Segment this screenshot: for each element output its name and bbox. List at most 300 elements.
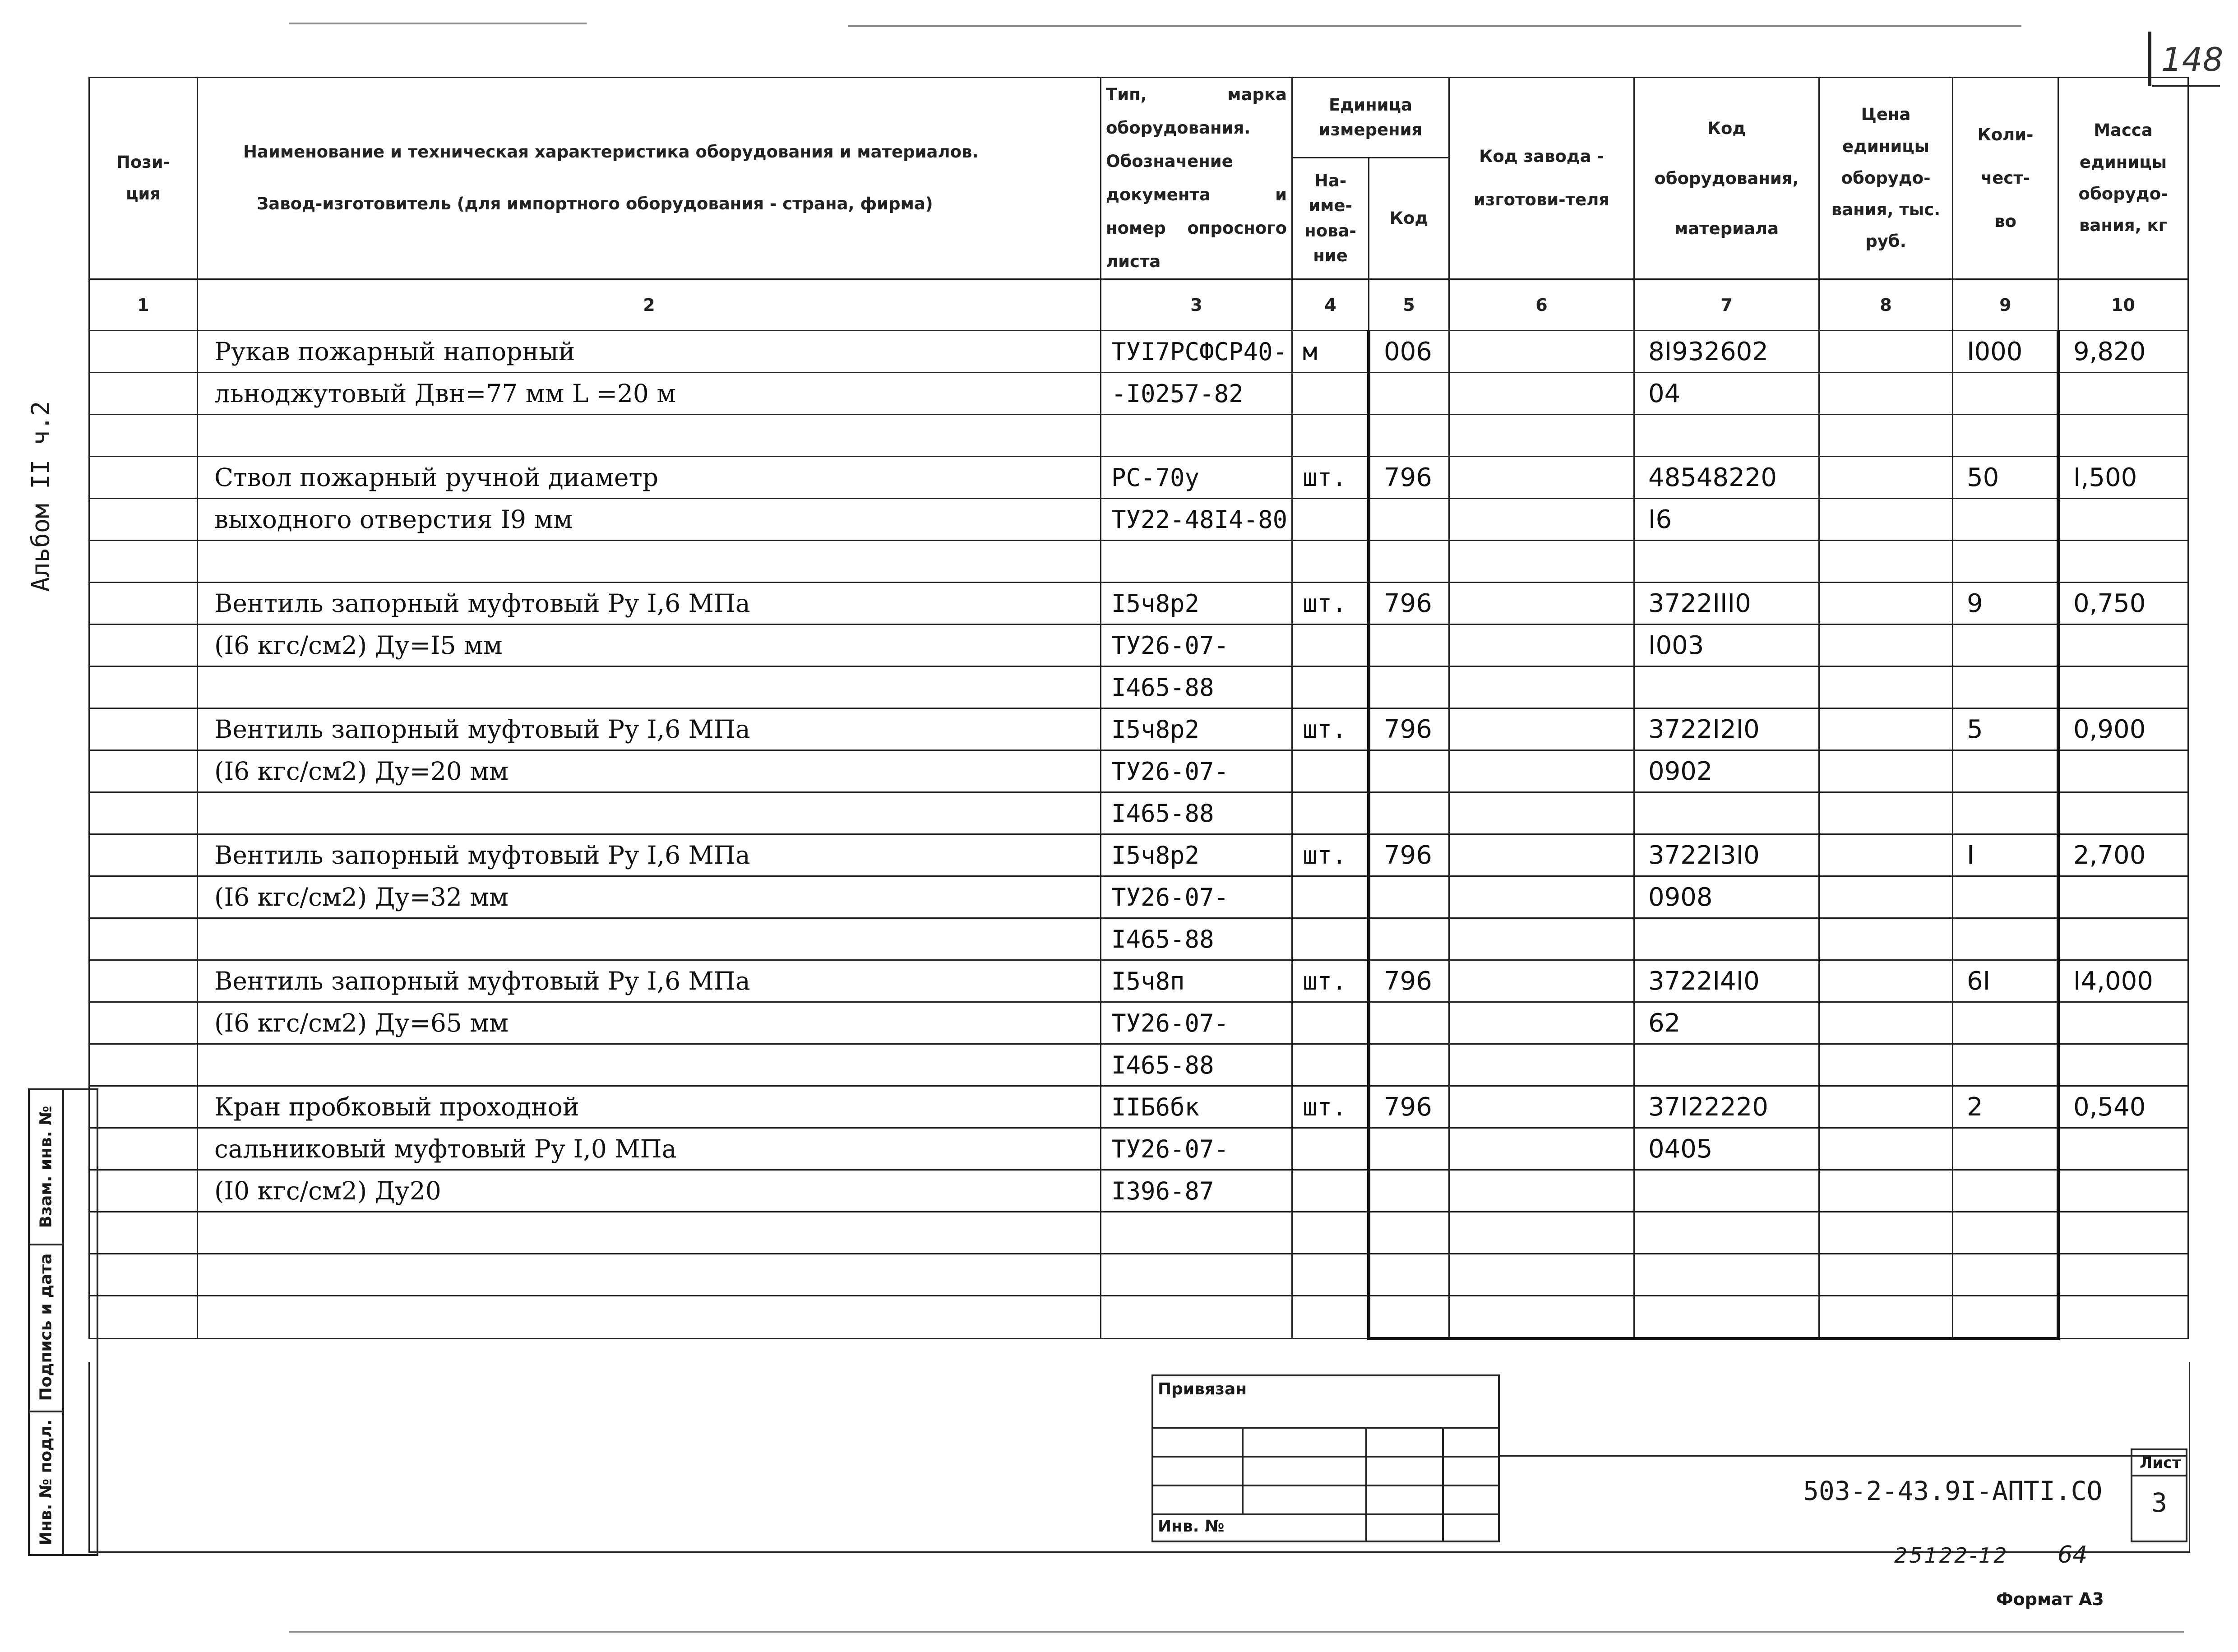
cell-unit [1292, 499, 1369, 541]
table-row [89, 918, 2188, 960]
binding-label: Привязан [1158, 1380, 1247, 1398]
cell-unit-code: 796 [1369, 960, 1449, 1002]
cell-type: I396-87 [1101, 1170, 1292, 1212]
cell-mass [2058, 750, 2188, 792]
cell-factory [1449, 876, 1634, 918]
cell-mass [2058, 541, 2188, 583]
order-page: 64 [2058, 1541, 2088, 1569]
cell-price [1819, 1086, 1953, 1128]
cell-type [1101, 1254, 1292, 1296]
cell-unit-code [1369, 373, 1449, 415]
table-row [89, 750, 2188, 792]
cell-unit [1292, 1002, 1369, 1044]
bottom-frame [88, 1362, 2190, 1553]
cell-unit [1292, 1254, 1369, 1296]
album-label: Альбом II ч.2 [26, 401, 55, 592]
cell-unit [1292, 415, 1369, 457]
cell-factory [1449, 499, 1634, 541]
cell-pos [89, 331, 198, 373]
cell-factory [1449, 834, 1634, 876]
cell-type: РС-70у [1101, 457, 1292, 499]
cell-qty [1953, 876, 2058, 918]
cell-unit-code [1369, 541, 1449, 583]
col-number: 4 [1292, 279, 1369, 331]
cell-type: I465-88 [1101, 1044, 1292, 1086]
cell-unit-code: 796 [1369, 457, 1449, 499]
cell-code [1634, 792, 1819, 834]
cell-factory [1449, 1212, 1634, 1254]
header-equipment-code: Код оборудования, материала [1634, 78, 1819, 279]
cell-qty [1953, 1296, 2058, 1339]
table-row [89, 1086, 2188, 1128]
header-quantity: Коли-чест-во [1953, 78, 2058, 279]
cell-name: (I6 кгс/см2) Ду=32 мм [198, 876, 1101, 918]
cell-unit [1292, 1170, 1369, 1212]
cell-price [1819, 1128, 1953, 1170]
binding-divider [1442, 1427, 1444, 1542]
cell-code [1634, 541, 1819, 583]
cell-factory [1449, 1086, 1634, 1128]
header-name [198, 78, 1101, 279]
cell-type: I5ч8р2 [1101, 708, 1292, 750]
cell-unit-code [1369, 1044, 1449, 1086]
cell-mass: I4,000 [2058, 960, 2188, 1002]
col-number: 10 [2058, 279, 2188, 331]
cell-unit: шт. [1292, 1086, 1369, 1128]
cell-unit-code: 796 [1369, 708, 1449, 750]
cell-pos [89, 499, 198, 541]
doc-code-rule [1500, 1455, 2187, 1457]
header-price: Цена единицы оборудо-вания, тыс. руб. [1819, 78, 1953, 279]
col-number: 8 [1819, 279, 1953, 331]
cell-code [1634, 918, 1819, 960]
cell-qty [1953, 1212, 2058, 1254]
cell-price [1819, 1212, 1953, 1254]
binding-rule [1151, 1513, 1500, 1515]
cell-name [198, 1254, 1101, 1296]
sheet-label: Лист [2140, 1454, 2181, 1472]
table-row [89, 1296, 2188, 1339]
cell-unit-code [1369, 625, 1449, 666]
cell-pos [89, 583, 198, 625]
cell-type: ТУ26-07- [1101, 750, 1292, 792]
cell-name: выходного отверстия I9 мм [198, 499, 1101, 541]
cell-factory [1449, 960, 1634, 1002]
cell-name: (I6 кгс/см2) Ду=20 мм [198, 750, 1101, 792]
cell-mass [2058, 876, 2188, 918]
cell-qty [1953, 373, 2058, 415]
cell-factory [1449, 1254, 1634, 1296]
cell-unit-code [1369, 792, 1449, 834]
cell-factory [1449, 1170, 1634, 1212]
cell-unit [1292, 876, 1369, 918]
cell-qty: 6I [1953, 960, 2058, 1002]
cell-qty [1953, 625, 2058, 666]
binding-rule [1151, 1456, 1500, 1458]
cell-unit: шт. [1292, 583, 1369, 625]
header-position: Пози-ция [89, 78, 198, 279]
cell-unit: шт. [1292, 960, 1369, 1002]
cell-name [198, 1044, 1101, 1086]
side-cell-vzam-inv [30, 1090, 62, 1245]
cell-mass [2058, 1044, 2188, 1086]
cell-code [1634, 1170, 1819, 1212]
cell-mass [2058, 1212, 2188, 1254]
binding-divider [1242, 1427, 1244, 1513]
page-number-handwritten: 148 [2161, 41, 2224, 79]
cell-unit [1292, 1296, 1369, 1339]
binding-rule [1151, 1427, 1500, 1429]
cell-pos [89, 792, 198, 834]
cell-price [1819, 1296, 1953, 1339]
cell-code: 3722I2I0 [1634, 708, 1819, 750]
table-row [89, 331, 2188, 373]
cell-unit [1292, 373, 1369, 415]
cell-mass [2058, 1002, 2188, 1044]
sheet-box-rule [2131, 1475, 2187, 1476]
cell-factory [1449, 708, 1634, 750]
table-row [89, 666, 2188, 708]
cell-mass: 0,750 [2058, 583, 2188, 625]
podpis-data-label: Подпись и дата [37, 1253, 55, 1401]
cell-code: 3722III0 [1634, 583, 1819, 625]
cell-mass: 0,540 [2058, 1086, 2188, 1128]
side-stamp-divider [62, 1090, 64, 1554]
cell-price [1819, 1254, 1953, 1296]
cell-type: ТУ26-07- [1101, 1002, 1292, 1044]
cell-name: Вентиль запорный муфтовый Ру I,6 МПа [198, 834, 1101, 876]
cell-qty: I [1953, 834, 2058, 876]
cell-name: (I6 кгс/см2) Ду=65 мм [198, 1002, 1101, 1044]
cell-mass [2058, 792, 2188, 834]
cell-price [1819, 415, 1953, 457]
side-cell-podpis-data [30, 1244, 62, 1412]
cell-pos [89, 1170, 198, 1212]
cell-name: Рукав пожарный напорный [198, 331, 1101, 373]
cell-qty [1953, 750, 2058, 792]
cell-unit-code: 796 [1369, 583, 1449, 625]
inv-podl-label: Инв. № подл. [37, 1419, 55, 1546]
cell-unit [1292, 792, 1369, 834]
cell-pos [89, 1254, 198, 1296]
cell-pos [89, 1212, 198, 1254]
cell-price [1819, 625, 1953, 666]
cell-qty [1953, 792, 2058, 834]
cell-unit-code [1369, 1296, 1449, 1339]
cell-qty: 5 [1953, 708, 2058, 750]
table-row [89, 834, 2188, 876]
cell-code [1634, 1296, 1819, 1339]
cell-qty [1953, 1128, 2058, 1170]
cell-type [1101, 1212, 1292, 1254]
cell-code: I003 [1634, 625, 1819, 666]
cell-mass [2058, 373, 2188, 415]
cell-unit-code [1369, 666, 1449, 708]
cell-pos [89, 834, 198, 876]
cell-price [1819, 834, 1953, 876]
cell-factory [1449, 415, 1634, 457]
cell-code [1634, 666, 1819, 708]
cell-mass [2058, 1254, 2188, 1296]
col-number: 5 [1369, 279, 1449, 331]
cell-price [1819, 457, 1953, 499]
cell-unit-code [1369, 499, 1449, 541]
cell-unit-code [1369, 750, 1449, 792]
top-scan-line-left [289, 23, 587, 24]
cell-factory [1449, 331, 1634, 373]
cell-unit-code [1369, 1254, 1449, 1296]
cell-type: -I0257-82 [1101, 373, 1292, 415]
column-numbers-row [89, 279, 2188, 331]
order-number: 25122-12 [1894, 1543, 2009, 1568]
cell-unit-code [1369, 1128, 1449, 1170]
cell-type: ТУ26-07- [1101, 876, 1292, 918]
cell-name: Кран пробковый проходной [198, 1086, 1101, 1128]
cell-qty [1953, 1170, 2058, 1212]
cell-price [1819, 666, 1953, 708]
cell-factory [1449, 1002, 1634, 1044]
cell-mass [2058, 1170, 2188, 1212]
cell-qty [1953, 499, 2058, 541]
col-number: 9 [1953, 279, 2058, 331]
col-number: 7 [1634, 279, 1819, 331]
header-name-line1: Наименование и техническая характеристика оборудования и материалов. [243, 142, 979, 162]
cell-unit [1292, 1212, 1369, 1254]
cell-code [1634, 1212, 1819, 1254]
cell-mass: 9,820 [2058, 331, 2188, 373]
cell-code: 48548220 [1634, 457, 1819, 499]
cell-mass: 0,900 [2058, 708, 2188, 750]
cell-qty: 2 [1953, 1086, 2058, 1128]
table-body [89, 331, 2188, 1339]
table-row [89, 1212, 2188, 1254]
cell-qty: 50 [1953, 457, 2058, 499]
cell-type: I465-88 [1101, 666, 1292, 708]
document-code: 503-2-43.9I-АПТI.СО [1803, 1476, 2103, 1506]
table-row [89, 625, 2188, 666]
sheet-number: 3 [2151, 1487, 2167, 1518]
cell-pos [89, 415, 198, 457]
cell-mass [2058, 415, 2188, 457]
vzam-inv-label: Взам. инв. № [37, 1106, 55, 1228]
cell-qty [1953, 1044, 2058, 1086]
cell-pos [89, 1002, 198, 1044]
cell-factory [1449, 1044, 1634, 1086]
cell-qty: I000 [1953, 331, 2058, 373]
header-unit-name: На-име-нова-ние [1292, 157, 1369, 279]
cell-unit [1292, 625, 1369, 666]
cell-name [198, 666, 1101, 708]
cell-name: Вентиль запорный муфтовый Ру I,6 МПа [198, 960, 1101, 1002]
cell-type: I5ч8п [1101, 960, 1292, 1002]
col-number: 6 [1449, 279, 1634, 331]
header-mass: Масса единицы оборудо-вания, кг [2058, 78, 2188, 279]
cell-unit [1292, 1044, 1369, 1086]
cell-type: IIБ6бк [1101, 1086, 1292, 1128]
table-row [89, 1170, 2188, 1212]
cell-unit [1292, 541, 1369, 583]
cell-qty [1953, 541, 2058, 583]
cell-type: ТУ26-07- [1101, 1128, 1292, 1170]
cell-factory [1449, 1296, 1634, 1339]
cell-code: I6 [1634, 499, 1819, 541]
cell-type [1101, 1296, 1292, 1339]
cell-type [1101, 415, 1292, 457]
cell-code: 0908 [1634, 876, 1819, 918]
binding-rule [1151, 1485, 1500, 1486]
paper-format: Формат А3 [1996, 1589, 2104, 1609]
cell-mass [2058, 625, 2188, 666]
cell-code: 62 [1634, 1002, 1819, 1044]
cell-code: 0405 [1634, 1128, 1819, 1170]
cell-price [1819, 499, 1953, 541]
table-row [89, 708, 2188, 750]
top-scan-line-mid [848, 25, 2021, 27]
cell-code: 3722I4I0 [1634, 960, 1819, 1002]
cell-pos [89, 1044, 198, 1086]
table-row [89, 583, 2188, 625]
cell-factory [1449, 792, 1634, 834]
cell-factory [1449, 373, 1634, 415]
cell-name [198, 1212, 1101, 1254]
inventory-number-label: Инв. № [1158, 1517, 1225, 1536]
cell-pos [89, 876, 198, 918]
cell-type: ТУ26-07- [1101, 625, 1292, 666]
cell-price [1819, 960, 1953, 1002]
cell-mass [2058, 499, 2188, 541]
cell-unit [1292, 750, 1369, 792]
table-row [89, 1128, 2188, 1170]
cell-price [1819, 876, 1953, 918]
cell-pos [89, 1128, 198, 1170]
table-row [89, 1044, 2188, 1086]
cell-unit: шт. [1292, 708, 1369, 750]
specification-table [88, 77, 2189, 1340]
table-row [89, 457, 2188, 499]
cell-unit-code: 006 [1369, 331, 1449, 373]
table-row [89, 1254, 2188, 1296]
header-unit-code: Код [1369, 157, 1449, 279]
cell-mass [2058, 666, 2188, 708]
cell-pos [89, 1296, 198, 1339]
col-number: 2 [198, 279, 1101, 331]
cell-mass [2058, 1128, 2188, 1170]
table-row [89, 792, 2188, 834]
side-stamp [28, 1088, 98, 1556]
cell-unit: шт. [1292, 834, 1369, 876]
cell-code: 0902 [1634, 750, 1819, 792]
cell-price [1819, 750, 1953, 792]
cell-unit-code: 796 [1369, 834, 1449, 876]
cell-qty [1953, 415, 2058, 457]
cell-pos [89, 373, 198, 415]
cell-factory [1449, 666, 1634, 708]
cell-unit: шт. [1292, 457, 1369, 499]
cell-code: 3722I3I0 [1634, 834, 1819, 876]
table-row [89, 415, 2188, 457]
cell-factory [1449, 1128, 1634, 1170]
col-number: 1 [89, 279, 198, 331]
cell-code [1634, 1254, 1819, 1296]
cell-qty [1953, 666, 2058, 708]
cell-factory [1449, 625, 1634, 666]
cell-pos [89, 457, 198, 499]
cell-code: 37I22220 [1634, 1086, 1819, 1128]
cell-code: 04 [1634, 373, 1819, 415]
cell-mass: I,500 [2058, 457, 2188, 499]
cell-qty [1953, 1002, 2058, 1044]
cell-pos [89, 750, 198, 792]
cell-pos [89, 708, 198, 750]
cell-name [198, 415, 1101, 457]
cell-name [198, 1296, 1101, 1339]
header-name-line2: Завод-изготовитель (для импортного оборудования - страна, фирма) [257, 194, 933, 213]
table-row [89, 1002, 2188, 1044]
cell-name: Вентиль запорный муфтовый Ру I,6 МПа [198, 583, 1101, 625]
cell-code: 8I932602 [1634, 331, 1819, 373]
cell-name [198, 918, 1101, 960]
cell-price [1819, 373, 1953, 415]
cell-factory [1449, 750, 1634, 792]
cell-unit: м [1292, 331, 1369, 373]
table-row [89, 541, 2188, 583]
cell-pos [89, 1086, 198, 1128]
cell-name: льноджутовый Двн=77 мм L =20 м [198, 373, 1101, 415]
cell-factory [1449, 918, 1634, 960]
cell-qty: 9 [1953, 583, 2058, 625]
cell-code [1634, 1044, 1819, 1086]
cell-unit-code [1369, 876, 1449, 918]
header-type: Тип, марка оборудования. Обозначение документа и номер опросного листа [1101, 78, 1292, 279]
cell-name [198, 792, 1101, 834]
table-row [89, 960, 2188, 1002]
cell-type [1101, 541, 1292, 583]
cell-name: Вентиль запорный муфтовый Ру I,6 МПа [198, 708, 1101, 750]
cell-code [1634, 415, 1819, 457]
table-row [89, 373, 2188, 415]
cell-type: I465-88 [1101, 918, 1292, 960]
cell-type: I465-88 [1101, 792, 1292, 834]
cell-price [1819, 583, 1953, 625]
cell-mass: 2,700 [2058, 834, 2188, 876]
binding-divider [1365, 1427, 1367, 1542]
bottom-scan-line [289, 1631, 2184, 1633]
cell-unit-code: 796 [1369, 1086, 1449, 1128]
cell-factory [1449, 541, 1634, 583]
cell-price [1819, 792, 1953, 834]
cell-price [1819, 331, 1953, 373]
cell-unit-code [1369, 1002, 1449, 1044]
cell-unit-code [1369, 415, 1449, 457]
cell-factory [1449, 457, 1634, 499]
cell-unit [1292, 1128, 1369, 1170]
cell-type: I5ч8р2 [1101, 583, 1292, 625]
cell-price [1819, 708, 1953, 750]
cell-unit-code [1369, 918, 1449, 960]
cell-qty [1953, 918, 2058, 960]
cell-price [1819, 1044, 1953, 1086]
table-row [89, 499, 2188, 541]
cell-name: (I0 кгс/см2) Ду20 [198, 1170, 1101, 1212]
cell-qty [1953, 1254, 2058, 1296]
cell-pos [89, 918, 198, 960]
header-factory-code: Код завода - изготови-теля [1449, 78, 1634, 279]
cell-price [1819, 1002, 1953, 1044]
cell-unit-code [1369, 1212, 1449, 1254]
header-row [89, 78, 2188, 158]
col-number: 3 [1101, 279, 1292, 331]
cell-mass [2058, 918, 2188, 960]
